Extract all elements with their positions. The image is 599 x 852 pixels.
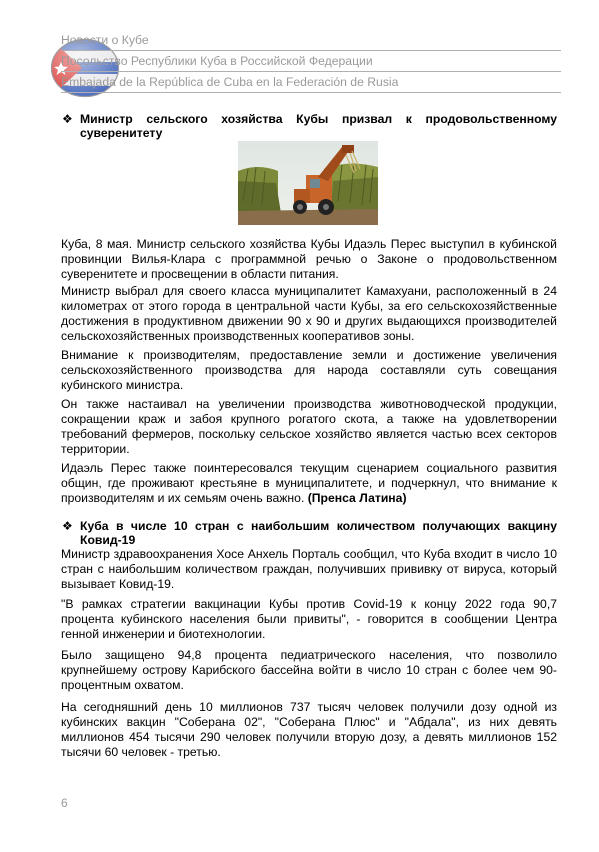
article-paragraph: Куба, 8 мая. Министр сельского хозяйства Кубы Идаэль Перес выступил в кубинской провинции Вилья-Клара с программной речью о Законе о продовольственном суверенитете и просвещении в области питания. [61, 237, 557, 281]
diamond-bullet-icon: ❖ [62, 519, 73, 533]
article-paragraph: Он также настаивал на увеличении производства животноводческой продукции, сокращении краж и забоя крупного рогатого скота, а также на удовлетворении требований фермеров, поскольку сельское хозяйство является частью всех секторов территории. [61, 397, 557, 456]
diamond-bullet-icon: ❖ [62, 112, 73, 126]
article-paragraph [61, 461, 557, 506]
article-title-text: Министр сельского хозяйства Кубы призвал к продовольственному суверенитету [80, 112, 557, 140]
header-divider [61, 92, 561, 93]
header-embassy-es: Embajada de la República de Cuba en la Federación de Rusia [61, 75, 399, 89]
article-paragraph: Министр выбрал для своего класса муниципалитет Камахуани, расположенный в 24 километрах от этого города в центральной части Кубы, за его сельскохозяйственные достижения в продуктивном движении 90 х 90 и других выдающихся производителей сельскохозяйственных производственных кооперативов зоны. [61, 284, 557, 343]
article-paragraph: На сегодняшний день 10 миллионов 737 тысяч человек получили дозу одной из кубинских вакцин "Соберана 02", "Соберана Плюс" и "Абдала", из них девять миллионов 454 тысячи 290 человек получили вторую дозу, а девять миллионов 152 тысячи 60 человек - третью. [61, 700, 557, 759]
sugarcane-harvest-photo [238, 141, 378, 225]
article-paragraph: Было защищено 94,8 процента педиатрического населения, что позволило крупнейшему острову Карибского бассейна войти в число 10 стран с более чем 90-процентным охватом. [61, 648, 557, 692]
article-paragraph-text: Идаэль Перес также поинтересовался текущим сценарием социального развития общин, где проживают крестьяне в муниципалитете, и подчеркнул, что внимание к производителям и их семьям очень важно. [61, 461, 557, 505]
page-number: 6 [61, 796, 68, 810]
article-paragraph: Министр здравоохранения Хосе Анхель Порталь сообщил, что Куба входит в число 10 стран с наибольшим количеством граждан, получивших прививку от вируса, который вызывает Ковид-19. [61, 547, 557, 591]
header-divider [61, 71, 561, 72]
article-paragraph: "В рамках стратегии вакцинации Кубы против Covid-19 к концу 2022 года 90,7 процента кубинского населения были привиты", - говорится в сообщении Центра генной инженерии и биотехнологии. [61, 597, 557, 641]
page-header [61, 30, 561, 93]
article-title-text: Куба в числе 10 стран с наибольшим количеством получающих вакцину Ковид-19 [80, 519, 557, 547]
header-divider [61, 50, 561, 51]
article-paragraph: Внимание к производителям, предоставление земли и достижение увеличения сельскохозяйственного производства для народа составляли суть совещания кубинского министра. [61, 348, 557, 392]
header-embassy-ru: Посольство Республики Куба в Российской Федерации [61, 54, 373, 68]
article-title [62, 112, 557, 140]
article-source: (Пренса Латина) [307, 491, 407, 505]
header-title: Новости о Кубе [61, 33, 149, 47]
article-title [62, 519, 557, 547]
